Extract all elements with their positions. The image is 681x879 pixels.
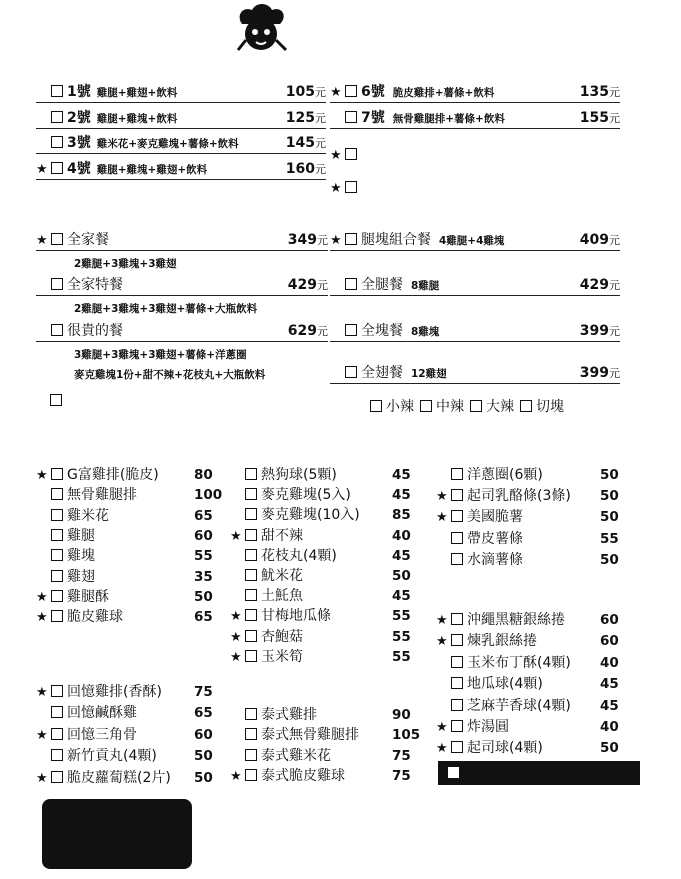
drink-addon-row[interactable] [330, 179, 361, 198]
snack-item[interactable] [230, 527, 303, 546]
snack-item[interactable] [230, 506, 360, 525]
snack-item[interactable] [230, 648, 303, 667]
meal-detail: 4雞腿+4雞塊 [439, 235, 505, 247]
snack-item[interactable] [230, 587, 303, 606]
item-price: 55 [392, 628, 411, 645]
star-icon: ★ [230, 609, 242, 625]
item-price: 50 [600, 740, 619, 757]
snack-item[interactable] [230, 547, 337, 566]
price-unit: 元 [609, 279, 620, 292]
oldtaste-item[interactable] [36, 683, 162, 702]
item-name: 熱狗球(5顆) [261, 467, 337, 483]
chef-hat-chicken-logo-icon [232, 2, 290, 54]
item-price: 55 [392, 648, 411, 665]
price-unit: 元 [315, 137, 326, 150]
star-icon: ★ [36, 610, 48, 626]
meal-description: 2雞腿+3雞塊+3雞翅 [74, 258, 177, 270]
checkbox[interactable] [345, 366, 357, 378]
checkbox[interactable] [245, 630, 257, 642]
checkbox[interactable] [451, 720, 463, 732]
meal-detail: 8雞腿 [411, 280, 440, 292]
checkbox[interactable] [451, 468, 463, 480]
checkbox[interactable] [51, 749, 63, 761]
star-icon: ★ [436, 720, 448, 735]
star-icon: ★ [36, 468, 48, 483]
price-unit: 元 [609, 367, 620, 380]
checkbox[interactable] [345, 85, 357, 97]
checkbox[interactable] [51, 529, 63, 541]
meal-price [580, 364, 620, 383]
item-price: 85 [392, 507, 411, 524]
item-price: 50 [194, 769, 213, 786]
checkbox[interactable] [51, 728, 63, 740]
meal-price [580, 83, 620, 102]
item-name: 煉乳銀絲捲 [467, 633, 537, 650]
checkbox[interactable] [451, 741, 463, 753]
item-name: 麥克雞塊(10入) [261, 507, 360, 524]
item-name: 脆皮蘿蔔糕(2片) [67, 769, 171, 786]
snack-item[interactable] [230, 486, 351, 505]
item-name: 雞腿 [67, 527, 95, 544]
item-name: 回憶鹹酥雞 [67, 705, 137, 722]
checkbox[interactable] [451, 677, 463, 689]
price-unit: 元 [315, 112, 326, 125]
item-name: 美國脆薯 [467, 509, 523, 526]
price-unit: 元 [609, 112, 620, 125]
american-item[interactable] [436, 487, 571, 506]
item-name: 炸湯圓 [467, 719, 509, 735]
meat-item[interactable] [36, 547, 95, 566]
dessert-item[interactable] [436, 675, 543, 694]
item-price: 75 [392, 767, 411, 784]
meal-number: 6號 [361, 84, 385, 100]
dessert-item[interactable] [436, 697, 571, 716]
meal-description: 雞腿+雞翅+飲料 [96, 87, 178, 99]
star-icon: ★ [330, 181, 342, 196]
meal-detail: 12雞翅 [411, 368, 447, 380]
checkbox[interactable] [370, 400, 382, 412]
item-name: 甘梅地瓜條 [261, 608, 331, 625]
spice-options [370, 396, 570, 416]
checkbox[interactable] [345, 233, 357, 245]
meal-number: 2號 [67, 110, 91, 126]
star-icon: ★ [436, 741, 448, 757]
personal-meal-item[interactable] [36, 109, 326, 129]
item-name: 水滴薯條 [467, 551, 523, 568]
checkbox[interactable] [245, 749, 257, 761]
price-value: 429 [579, 277, 609, 293]
store-info-box [42, 799, 192, 869]
price-unit: 元 [315, 86, 326, 99]
checkbox[interactable] [451, 489, 463, 501]
item-name: 雞腿酥 [67, 588, 109, 605]
checkbox[interactable] [51, 509, 63, 521]
personal-meal-item[interactable] [330, 109, 620, 129]
item-price: 50 [392, 568, 411, 584]
star-icon: ★ [230, 768, 242, 784]
checkbox[interactable] [345, 324, 357, 336]
meat-item[interactable] [36, 486, 137, 505]
checkbox[interactable] [470, 400, 482, 412]
checkbox[interactable] [51, 136, 63, 148]
buffet-meal-item[interactable] [330, 364, 620, 384]
star-icon: ★ [36, 589, 48, 605]
checkbox[interactable] [420, 400, 432, 412]
meal-name: 腿塊組合餐 [361, 232, 431, 248]
star-icon: ★ [230, 649, 242, 665]
checkbox[interactable] [245, 549, 257, 561]
price-unit: 元 [317, 279, 328, 292]
checkbox[interactable] [245, 488, 257, 500]
item-price: 50 [600, 509, 619, 526]
item-name: 無骨雞腿排 [67, 487, 137, 504]
item-price: 45 [392, 588, 411, 605]
item-name: 土魠魚 [261, 588, 303, 605]
checkbox[interactable] [245, 529, 257, 541]
checkbox[interactable] [51, 468, 63, 480]
whole-chicken-row[interactable] [330, 146, 373, 165]
buffet-meal-item[interactable] [330, 276, 620, 296]
item-name: 泰式雞米花 [261, 747, 331, 764]
item-price: 100 [194, 487, 223, 504]
large-drink-addon-row[interactable] [50, 392, 66, 411]
item-name: 雞塊 [67, 548, 95, 565]
oldtaste-item[interactable] [36, 704, 137, 723]
oldtaste-item[interactable] [36, 769, 171, 788]
price-unit: 元 [609, 86, 620, 99]
item-name: 杏鮑菇 [261, 628, 303, 645]
price-value: 105 [285, 84, 315, 100]
dessert-item[interactable] [436, 654, 571, 673]
snack-item[interactable] [230, 567, 303, 586]
item-price: 55 [194, 548, 213, 565]
item-name: 地瓜球(4顆) [467, 676, 543, 693]
checkbox[interactable] [51, 233, 63, 245]
checkbox[interactable] [245, 609, 257, 621]
thai-item[interactable] [230, 767, 345, 786]
item-price: 40 [600, 654, 619, 671]
checkbox[interactable] [51, 685, 63, 697]
meal-number: 4號 [67, 161, 91, 177]
checkbox[interactable] [51, 162, 63, 174]
star-icon: ★ [36, 685, 48, 700]
checkbox[interactable] [51, 570, 63, 582]
dessert-item[interactable] [436, 632, 537, 651]
price-value: 629 [287, 323, 317, 339]
star-icon: ★ [36, 162, 48, 177]
checkbox[interactable] [51, 549, 63, 561]
checkbox[interactable] [245, 708, 257, 720]
checkbox[interactable] [245, 508, 257, 520]
meat-item[interactable] [36, 527, 95, 546]
item-price: 45 [392, 487, 411, 504]
price-unit: 元 [317, 234, 328, 247]
meat-item[interactable] [36, 588, 109, 607]
spice-option[interactable] [520, 399, 564, 415]
oldtaste-item[interactable] [36, 747, 157, 766]
item-price: 45 [392, 547, 411, 564]
american-item[interactable] [436, 530, 523, 549]
spice-option[interactable] [370, 399, 414, 415]
price-value: 349 [287, 232, 317, 248]
meal-number: 3號 [67, 135, 91, 151]
price-unit: 元 [609, 325, 620, 338]
star-icon: ★ [436, 613, 448, 628]
item-name: 泰式無骨雞腿排 [261, 727, 359, 744]
meal-description: 2雞腿+3雞塊+3雞翅+薯條+大瓶飲料 [74, 303, 258, 315]
checkbox[interactable] [451, 656, 463, 668]
snack-item[interactable] [230, 466, 337, 485]
checkbox[interactable] [51, 324, 63, 336]
item-name: 花枝丸(4顆) [261, 547, 337, 564]
buffet-meal-item[interactable] [330, 322, 620, 342]
item-name: 玉米筍 [261, 648, 303, 665]
item-price: 35 [194, 568, 213, 585]
checkbox[interactable] [245, 650, 257, 662]
item-price: 50 [600, 551, 619, 568]
meal-description: 雞米花+麥克雞塊+薯條+飲料 [96, 138, 239, 150]
meal-price [286, 83, 326, 102]
item-price: 75 [194, 684, 213, 700]
price-unit: 元 [317, 325, 328, 338]
buffet-meal-item[interactable] [36, 322, 328, 342]
dessert-item[interactable] [436, 611, 565, 630]
meal-description: 無骨雞腿排+薯條+飲料 [392, 113, 505, 125]
meal-price [286, 160, 326, 179]
meal-name: 全翅餐 [361, 365, 403, 381]
item-price: 90 [392, 707, 411, 723]
meal-price [288, 276, 328, 295]
meal-name: 很貴的餐 [67, 323, 123, 339]
checkbox[interactable] [345, 278, 357, 290]
checkbox[interactable] [245, 468, 257, 480]
spice-label: 切塊 [536, 399, 564, 415]
price-value: 429 [287, 277, 317, 293]
item-name: 麥克雞塊(5入) [261, 487, 351, 504]
meat-item[interactable] [36, 568, 95, 587]
checkbox[interactable] [448, 767, 459, 778]
checkbox[interactable] [245, 569, 257, 581]
item-name: 脆皮雞球 [67, 609, 123, 626]
star-icon: ★ [36, 727, 48, 743]
star-icon: ★ [230, 528, 242, 544]
item-price: 60 [194, 527, 213, 544]
item-price: 40 [600, 719, 619, 735]
price-value: 160 [285, 161, 315, 177]
buffet-meal-item[interactable] [36, 231, 328, 251]
item-name: 起司乳酪條(3條) [467, 488, 571, 505]
item-name: 雞米花 [67, 507, 109, 524]
item-price: 60 [600, 633, 619, 650]
american-item[interactable] [436, 466, 543, 485]
meal-name: 全塊餐 [361, 323, 403, 339]
buffet-meal-item[interactable] [330, 231, 620, 251]
item-price: 60 [600, 612, 619, 628]
meat-item[interactable] [36, 507, 109, 526]
checkbox[interactable] [451, 613, 463, 625]
checkbox[interactable] [451, 510, 463, 522]
spice-label: 小辣 [386, 399, 414, 415]
checkbox[interactable] [451, 699, 463, 711]
meal-name: 全家餐 [67, 232, 109, 248]
star-icon: ★ [36, 233, 48, 248]
checkbox[interactable] [520, 400, 532, 412]
item-price: 50 [600, 467, 619, 483]
price-value: 399 [579, 365, 609, 381]
item-price: 55 [392, 608, 411, 625]
star-icon: ★ [330, 85, 342, 100]
checkbox[interactable] [51, 111, 63, 123]
checkbox[interactable] [51, 85, 63, 97]
meal-number: 1號 [67, 84, 91, 100]
meat-item[interactable] [36, 608, 123, 627]
checkbox[interactable] [51, 488, 63, 500]
item-name: 魷米花 [261, 568, 303, 584]
item-name: G富雞排(脆皮) [67, 467, 159, 483]
dessert-item[interactable] [436, 718, 509, 737]
thai-item[interactable] [230, 747, 331, 766]
meal-number: 7號 [361, 110, 385, 126]
price-value: 145 [285, 135, 315, 151]
item-price: 50 [194, 748, 213, 765]
checkbox[interactable] [345, 111, 357, 123]
checkbox[interactable] [345, 181, 357, 193]
checkbox[interactable] [51, 706, 63, 718]
item-name: 泰式脆皮雞球 [261, 767, 345, 784]
item-name: 新竹貢丸(4顆) [67, 748, 157, 765]
meal-name: 全家特餐 [67, 277, 123, 293]
meal-description: 3雞腿+3雞塊+3雞翅+薯條+洋蔥圈 [74, 349, 247, 361]
star-icon: ★ [436, 489, 448, 505]
oldtaste-item[interactable] [36, 726, 137, 745]
personal-meal-item[interactable] [36, 134, 326, 154]
item-price: 50 [194, 588, 213, 605]
item-name: 芝麻芋香球(4顆) [467, 697, 571, 714]
american-item[interactable] [436, 551, 523, 570]
item-name: 泰式雞排 [261, 707, 317, 723]
meal-price [288, 231, 328, 250]
item-price: 65 [194, 705, 213, 722]
star-icon: ★ [436, 634, 448, 650]
thai-item[interactable] [230, 726, 359, 745]
price-unit: 元 [315, 163, 326, 176]
star-icon: ★ [330, 233, 342, 248]
spice-option[interactable] [420, 399, 464, 415]
item-name: 玉米布丁酥(4顆) [467, 654, 571, 671]
item-price: 65 [194, 609, 213, 626]
snack-item[interactable] [230, 607, 331, 626]
snack-item[interactable] [230, 628, 303, 647]
personal-meal-item[interactable] [36, 160, 326, 180]
item-price: 55 [600, 530, 619, 547]
price-unit: 元 [609, 234, 620, 247]
item-price: 60 [194, 726, 213, 743]
item-name: 回憶三角骨 [67, 726, 137, 743]
buffet-meal-item[interactable] [36, 276, 328, 296]
star-icon: ★ [230, 629, 242, 645]
checkbox[interactable] [245, 589, 257, 601]
checkbox[interactable] [451, 634, 463, 646]
checkbox[interactable] [51, 771, 63, 783]
item-price: 45 [600, 697, 619, 714]
thai-sauce-addon[interactable] [438, 761, 640, 785]
meal-description: 雞腿+雞塊+雞翅+飲料 [96, 164, 208, 176]
item-price: 65 [194, 507, 213, 524]
item-name: 回憶雞排(香酥) [67, 684, 162, 700]
item-price: 45 [600, 676, 619, 693]
price-value: 155 [579, 110, 609, 126]
meal-name: 全腿餐 [361, 277, 403, 293]
item-price: 50 [600, 488, 619, 505]
american-item[interactable] [436, 508, 523, 527]
checkbox[interactable] [51, 590, 63, 602]
checkbox[interactable] [451, 553, 463, 565]
spice-label: 大辣 [486, 399, 514, 415]
star-icon: ★ [436, 510, 448, 526]
spice-label: 中辣 [436, 399, 464, 415]
checkbox[interactable] [51, 278, 63, 290]
meal-price [580, 109, 620, 128]
checkbox[interactable] [50, 394, 62, 406]
item-price: 105 [392, 727, 421, 744]
personal-meal-item[interactable] [330, 83, 620, 103]
item-name: 甜不辣 [261, 527, 303, 544]
meal-price [580, 276, 620, 295]
brand-logo [232, 2, 290, 54]
meal-price [580, 231, 620, 250]
dessert-item[interactable] [436, 739, 543, 758]
personal-meal-item[interactable] [36, 83, 326, 103]
meat-item[interactable] [36, 466, 159, 485]
spice-option[interactable] [470, 399, 514, 415]
star-icon: ★ [36, 770, 48, 786]
meal-price [288, 322, 328, 341]
checkbox[interactable] [245, 728, 257, 740]
checkbox[interactable] [245, 769, 257, 781]
item-price: 40 [392, 527, 411, 544]
meal-detail: 8雞塊 [411, 326, 440, 338]
item-name: 起司球(4顆) [467, 740, 543, 757]
star-icon: ★ [330, 148, 342, 163]
price-value: 409 [579, 232, 609, 248]
item-price: 80 [194, 467, 213, 483]
item-name: 帶皮薯條 [467, 530, 523, 547]
item-name: 雞翅 [67, 568, 95, 585]
checkbox[interactable] [345, 148, 357, 160]
item-price: 45 [392, 467, 411, 483]
meal-price [580, 322, 620, 341]
item-price: 75 [392, 747, 411, 764]
price-value: 125 [285, 110, 315, 126]
checkbox[interactable] [451, 532, 463, 544]
meal-description: 脆皮雞排+薯條+飲料 [392, 87, 495, 99]
price-value: 399 [579, 323, 609, 339]
thai-item[interactable] [230, 706, 317, 725]
checkbox[interactable] [51, 610, 63, 622]
meal-description-extra: 麥克雞塊1份+甜不辣+花枝丸+大瓶飲料 [74, 369, 266, 381]
item-name: 洋蔥圈(6顆) [467, 467, 543, 483]
meal-price [286, 109, 326, 128]
item-name: 沖繩黑糖銀絲捲 [467, 612, 565, 628]
price-value: 135 [579, 84, 609, 100]
meal-description: 雞腿+雞塊+飲料 [96, 113, 178, 125]
meal-price [286, 134, 326, 153]
